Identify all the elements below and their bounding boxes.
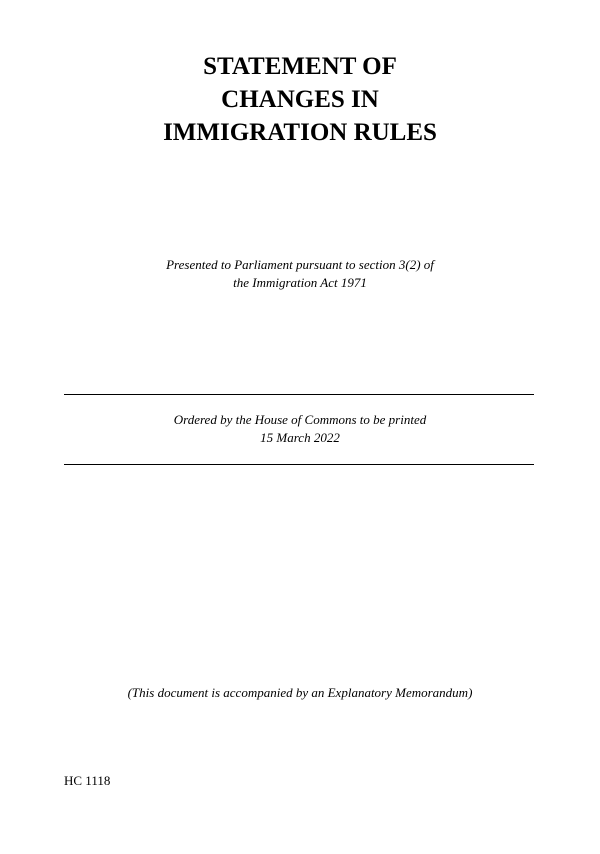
ordered-date: 15 March 2022 bbox=[260, 430, 340, 445]
ordered-line-1: Ordered by the House of Commons to be printed bbox=[173, 412, 427, 427]
memorandum-note: (This document is accompanied by an Explanatory Memorandum) bbox=[127, 685, 473, 700]
presented-line-1: Presented to Parliament pursuant to section 3(2) of bbox=[166, 257, 434, 272]
top-divider bbox=[64, 394, 534, 395]
presented-statement bbox=[0, 256, 600, 292]
ordered-statement bbox=[0, 411, 600, 447]
title-line-2: CHANGES IN bbox=[221, 86, 379, 113]
title-line-3: IMMIGRATION RULES bbox=[163, 119, 437, 146]
bottom-divider bbox=[64, 464, 534, 465]
document-title bbox=[0, 50, 600, 149]
presented-line-2: the Immigration Act 1971 bbox=[233, 275, 367, 290]
title-line-1: STATEMENT OF bbox=[203, 53, 397, 80]
hc-number: HC 1118 bbox=[64, 773, 111, 788]
